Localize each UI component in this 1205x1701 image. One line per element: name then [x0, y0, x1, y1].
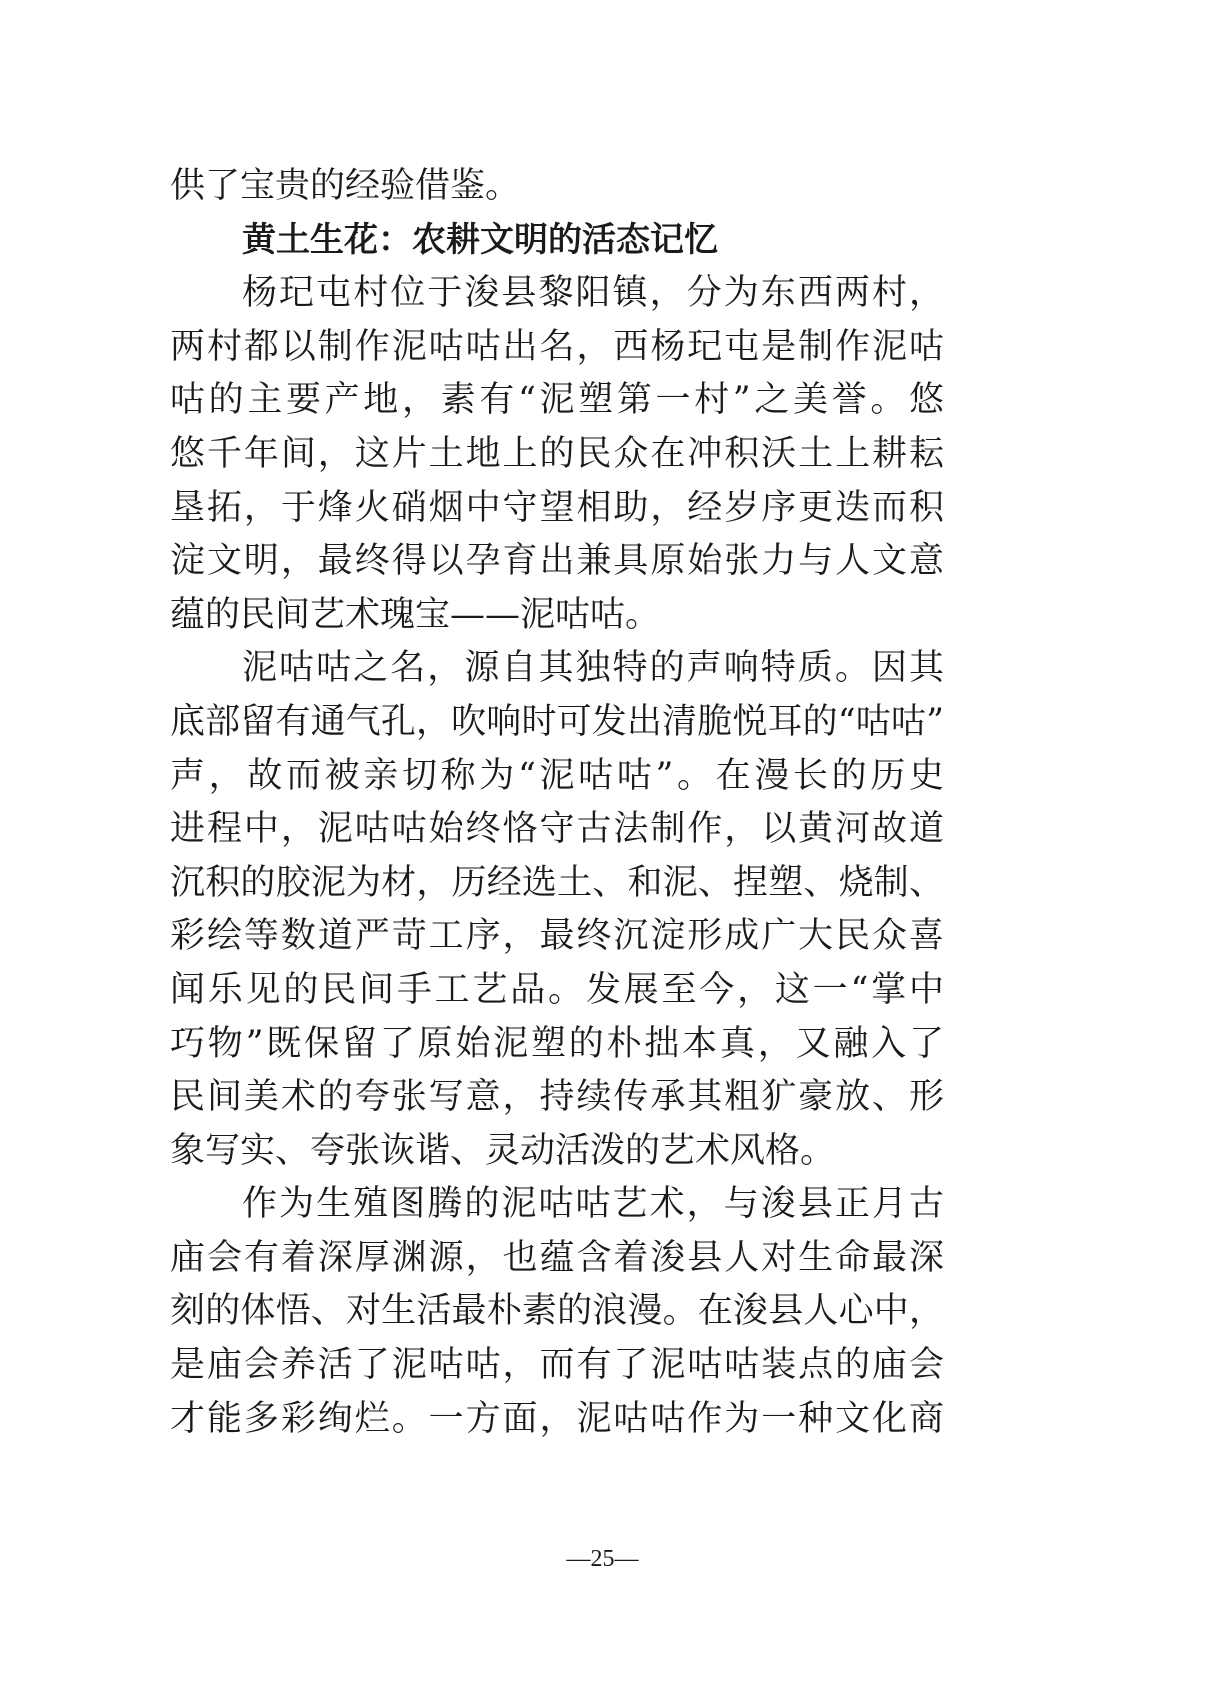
paragraph-1: [170, 267, 944, 642]
paragraph-line: 杨玘屯村位于浚县黎阳镇，分为东西两村，: [242, 273, 944, 314]
paragraph-line: 咕的主要产地，素有“泥塑第一村”之美誉。悠: [170, 380, 944, 421]
paragraph-line: 沉积的胶泥为材，历经选土、和泥、捏塑、烧制、: [170, 862, 944, 903]
paragraph-2: [170, 642, 944, 1178]
paragraph-line: 声，故而被亲切称为“泥咕咕”。在漫长的历史: [170, 755, 944, 796]
paragraph-line: 悠千年间，这片土地上的民众在冲积沃土上耕耘: [170, 433, 944, 474]
page-number: —25—: [566, 1546, 639, 1572]
paragraph-line: 进程中，泥咕咕始终恪守古法制作，以黄河故道: [170, 809, 944, 850]
paragraph-line: 闻乐见的民间手工艺品。发展至今，这一“掌中: [170, 969, 944, 1010]
paragraph-line: 淀文明，最终得以孕育出兼具原始张力与人文意: [170, 541, 944, 582]
section-heading: 黄土生花：农耕文明的活态记忆: [242, 219, 718, 260]
continuation-line: 供了宝贵的经验借鉴。: [170, 166, 521, 206]
paragraph-line: 象写实、夸张诙谐、灵动活泼的艺术风格。: [170, 1130, 836, 1171]
paragraph-line: 作为生殖图腾的泥咕咕艺术，与浚县正月古: [242, 1184, 944, 1225]
paragraph-line: 巧物”既保留了原始泥塑的朴拙本真，又融入了: [170, 1023, 944, 1064]
paragraph-3: [170, 1178, 944, 1446]
paragraph-line: 底部留有通气孔，吹响时可发出清脆悦耳的“咕咕”: [170, 701, 944, 742]
paragraph-line: 蕴的民间艺术瑰宝——泥咕咕。: [170, 594, 661, 635]
paragraph-line: 刻的体悟、对生活最朴素的浪漫。在浚县人心中，: [170, 1291, 944, 1332]
document-page: [170, 160, 944, 1446]
paragraph-line: 泥咕咕之名，源自其独特的声响特质。因其: [242, 648, 944, 689]
paragraph-line: 彩绘等数道严苛工序，最终沉淀形成广大民众喜: [170, 916, 944, 957]
paragraph-line: 民间美术的夸张写意，持续传承其粗犷豪放、形: [170, 1077, 944, 1118]
paragraph-line: 才能多彩绚烂。一方面，泥咕咕作为一种文化商: [170, 1398, 944, 1439]
paragraph-line: 垦拓，于烽火硝烟中守望相助，经岁序更迭而积: [170, 487, 944, 528]
paragraph-line: 是庙会养活了泥咕咕，而有了泥咕咕装点的庙会: [170, 1345, 944, 1386]
paragraph-line: 庙会有着深厚渊源，也蕴含着浚县人对生命最深: [170, 1237, 944, 1278]
paragraph-line: 两村都以制作泥咕咕出名，西杨玘屯是制作泥咕: [170, 326, 944, 367]
